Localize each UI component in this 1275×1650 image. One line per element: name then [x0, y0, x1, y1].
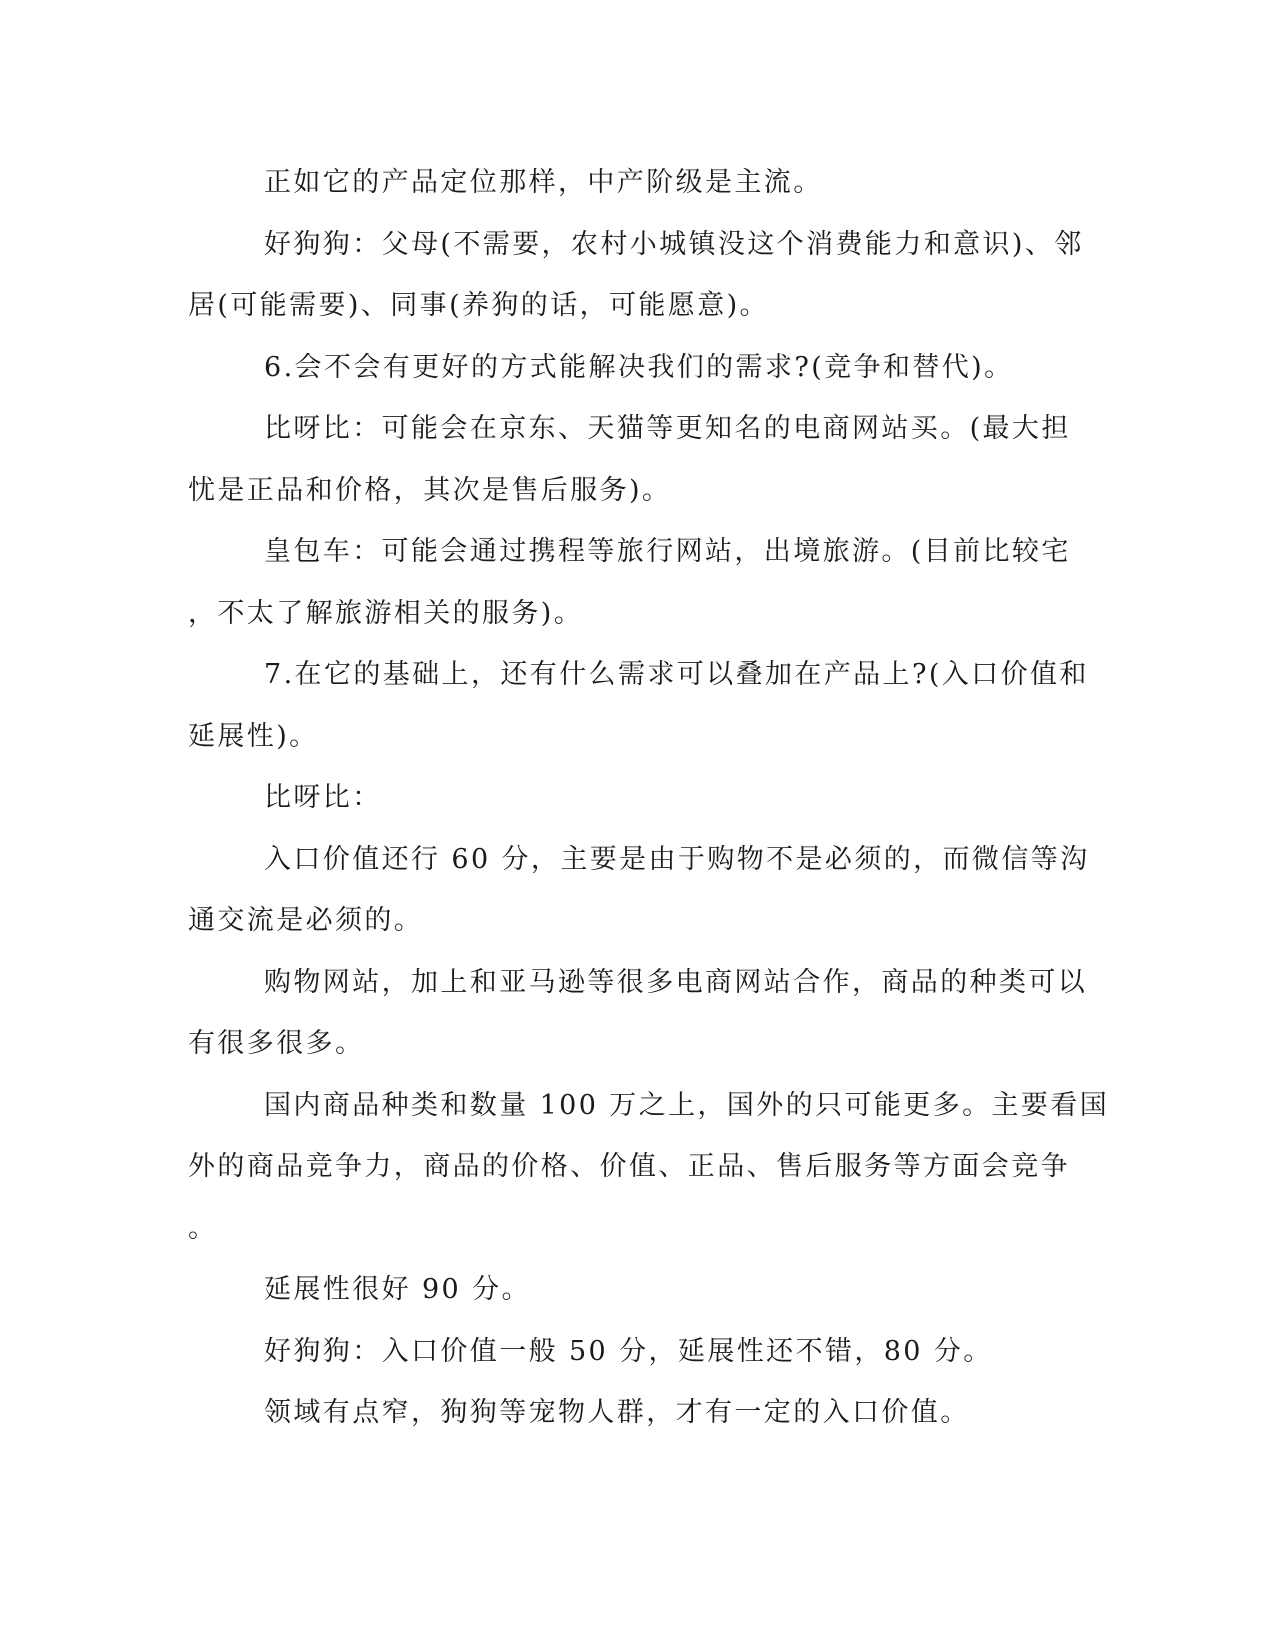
text-line: 皇包车：可能会通过携程等旅行网站，出境旅游。(目前比较宅	[264, 536, 1071, 567]
text-line: 好狗狗：父母(不需要，农村小城镇没这个消费能力和意识)、邻	[264, 228, 1084, 260]
text-line: 延展性)。	[188, 720, 319, 752]
text-line: 购物网站，加上和亚马逊等很多电商网站合作，商品的种类可以	[264, 966, 1088, 998]
text-line: 比呀比：	[264, 782, 382, 813]
text-line: 通交流是必须的。	[188, 905, 424, 936]
text-line: 正如它的产品定位那样，中产阶级是主流。	[264, 167, 823, 198]
text-line: 领域有点窄，狗狗等宠物人群，才有一定的入口价值。	[264, 1397, 970, 1428]
body-text	[188, 163, 1110, 1455]
text-line: 7.在它的基础上，还有什么需求可以叠加在产品上?(入口价值和	[264, 659, 1089, 690]
text-line: 有很多很多。	[188, 1028, 365, 1059]
text-line: 国内商品种类和数量 100 万之上，国外的只可能更多。主要看国	[264, 1089, 1110, 1121]
text-line: 延展性很好 90 分。	[264, 1274, 531, 1305]
text-line: 忧是正品和价格，其次是售后服务)。	[188, 474, 672, 506]
text-line: 入口价值还行 60 分，主要是由于购物不是必须的，而微信等沟	[264, 843, 1090, 875]
text-line: 比呀比：可能会在京东、天猫等更知名的电商网站买。(最大担	[264, 413, 1071, 444]
text-line: 外的商品竞争力，商品的价格、价值、正品、售后服务等方面会竞争	[188, 1151, 1070, 1182]
text-line: 6.会不会有更好的方式能解决我们的需求?(竞争和替代)。	[264, 351, 1014, 383]
text-line: 好狗狗：入口价值一般 50 分，延展性还不错，80 分。	[264, 1335, 993, 1367]
text-line: ，不太了解旅游相关的服务)。	[188, 597, 584, 629]
text-line: 。	[188, 1212, 218, 1244]
text-line: 居(可能需要)、同事(养狗的话，可能愿意)。	[188, 290, 769, 321]
